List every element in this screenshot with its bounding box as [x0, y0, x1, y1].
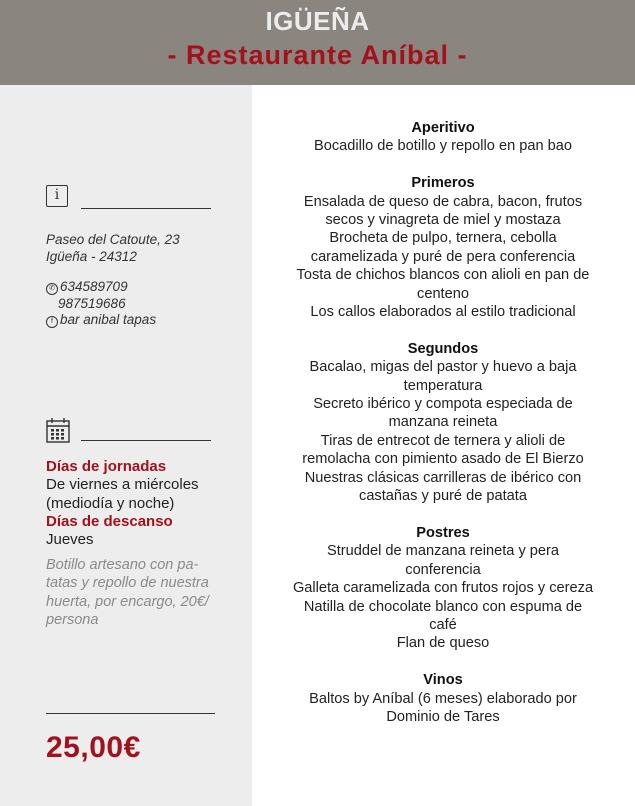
note-line-4: persona — [46, 611, 99, 628]
days-open-label: Días de jornadas — [46, 458, 167, 475]
menu-dish-line: secos y vinagreta de miel y mostaza — [325, 212, 561, 229]
menu-dish-line: Struddel de manzana reineta y pera — [326, 543, 560, 560]
menu-price: 25,00€ — [46, 731, 141, 764]
days-open-line-1: De viernes a miércoles — [46, 476, 199, 494]
menu-dish-line: Tosta de chichos blancos con alioli en pan de — [296, 267, 590, 284]
menu-section-title: Aperitivo — [411, 120, 475, 136]
menu-dish-line: Nuestras clásicas carrilleras de ibérico con — [304, 469, 582, 486]
phone-row — [46, 279, 156, 296]
address-line-2: Igüeña - 24312 — [46, 248, 137, 264]
menu-dish-line: caramelizada y puré de pera conferencia — [310, 248, 576, 265]
info-divider — [81, 208, 211, 209]
phone-1[interactable]: 634589709 — [60, 279, 128, 294]
facebook-icon: f — [46, 316, 58, 328]
menu-section-title: Vinos — [423, 672, 463, 689]
phone-2[interactable]: 987519686 — [58, 295, 126, 311]
facebook-row — [46, 312, 156, 329]
menu-dish-line: manzana reineta — [388, 414, 498, 431]
price-divider — [46, 713, 215, 714]
menu-dish-line: castañas y puré de patata — [359, 488, 527, 505]
address — [46, 232, 180, 265]
menu-dish-line: Ensalada de queso de cabra, bacon, frutos — [303, 193, 583, 210]
note-line-3: huerta, por encargo, 20€/ — [46, 593, 209, 610]
menu-section-title: Primeros — [411, 175, 475, 192]
note-line-1: Botillo artesano con pa- — [46, 557, 199, 573]
menu-dish-line: Natilla de chocolate blanco con espuma de — [303, 598, 583, 615]
menu-dish-line: remolacha con pimiento asado de El Bierzo — [302, 451, 584, 468]
phone-icon: ✆ — [46, 283, 58, 295]
address-line-1: Paseo del Catoute, 23 — [46, 232, 180, 247]
menu-list — [258, 119, 628, 745]
menu-dish-line: Brocheta de pulpo, ternera, cebolla — [329, 230, 557, 247]
menu-section — [258, 119, 628, 156]
sidebar — [0, 85, 252, 806]
menu-section — [258, 340, 628, 506]
menu-dish-line: Tiras de entrecot de ternera y alioli de — [320, 432, 566, 449]
menu-section — [258, 671, 628, 726]
menu-section-title: Postres — [416, 524, 470, 541]
menu-section-title: Segundos — [407, 340, 479, 357]
contact-info — [46, 279, 156, 329]
calendar-divider — [81, 440, 211, 441]
info-icon: i — [46, 185, 68, 207]
menu-dish-line: Secreto ibérico y compota especiada de — [313, 396, 573, 413]
menu-dish-line: Bacalao, migas del pastor y huevo a baja — [309, 359, 577, 376]
menu-dish-line: Flan de queso — [396, 635, 490, 652]
restaurant-title: - Restaurante Aníbal - — [167, 40, 468, 70]
note-line-2: tatas y repollo de nuestra — [46, 575, 209, 592]
menu-dish-line: conferencia — [405, 561, 481, 578]
menu-section — [258, 524, 628, 653]
days-closed-label: Días de descanso — [46, 512, 173, 530]
header-banner — [0, 0, 635, 85]
menu-dish-line: café — [429, 616, 457, 633]
phone-row-2 — [46, 296, 156, 313]
menu-dish-line: Dominio de Tares — [386, 708, 500, 725]
menu-dish-line: Los callos elaborados al estilo tradicional — [310, 304, 576, 321]
opening-days — [46, 458, 199, 549]
menu-dish-line: Galleta caramelizada con frutos rojos y cereza — [292, 580, 594, 597]
menu-dish-line: centeno — [417, 285, 469, 302]
menu-dish-line: Baltos by Aníbal (6 meses) elaborado por — [309, 690, 577, 707]
special-note — [46, 556, 226, 629]
town-title: IGÜEÑA — [265, 6, 370, 36]
days-closed-value: Jueves — [46, 531, 94, 549]
facebook-link[interactable]: bar anibal tapas — [60, 312, 157, 327]
menu-dish-line: Bocadillo de botillo y repollo en pan bao — [313, 138, 572, 155]
days-open-line-2: (mediodía y noche) — [46, 494, 175, 512]
menu-dish-line: temperatura — [403, 377, 483, 394]
calendar-icon — [46, 417, 68, 439]
menu-section — [258, 174, 628, 321]
